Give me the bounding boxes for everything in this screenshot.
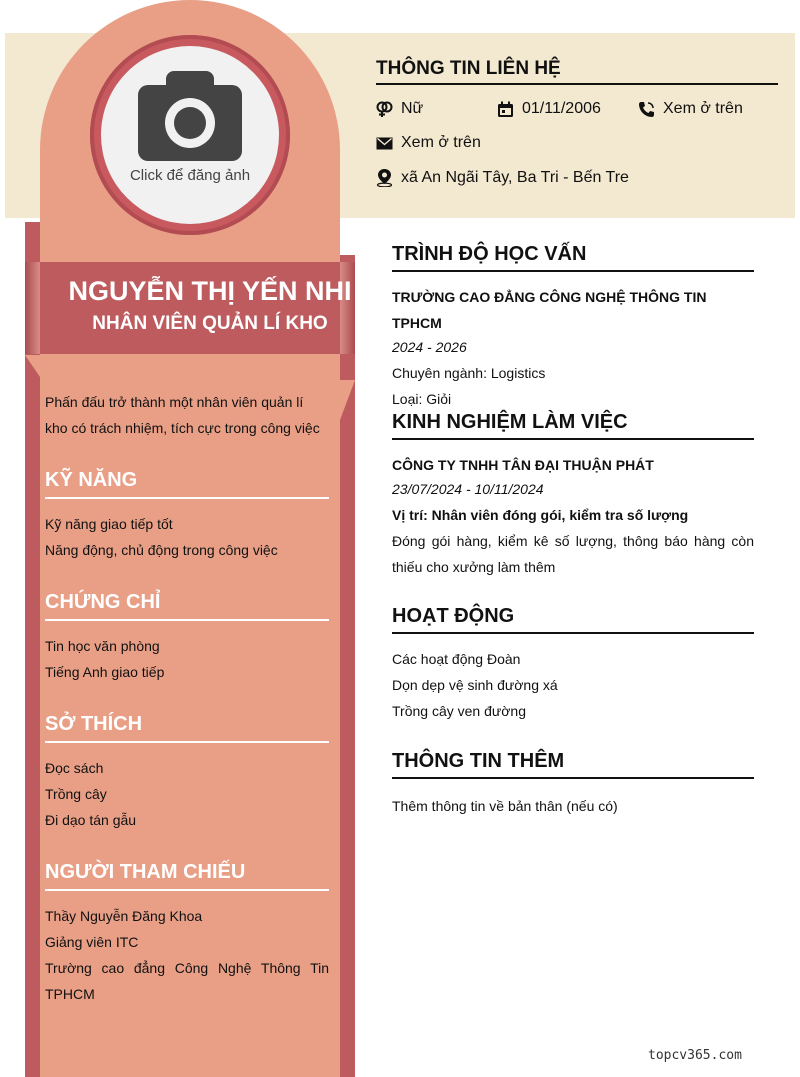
list-item: Đi dạo tán gẫu bbox=[45, 812, 137, 828]
education-heading: TRÌNH ĐỘ HỌC VẤN bbox=[392, 243, 754, 272]
certificates-list bbox=[45, 633, 329, 685]
list-item: Năng động, chủ động trong công việc bbox=[45, 542, 278, 558]
mail-icon bbox=[376, 137, 393, 150]
contact-phone bbox=[638, 100, 743, 118]
list-item: Tiếng Anh giao tiếp bbox=[45, 664, 165, 680]
ribbon-fold-left bbox=[25, 262, 40, 354]
email-value: Xem ở trên bbox=[401, 134, 481, 151]
skills-list bbox=[45, 511, 329, 563]
experience-description: Đóng gói hàng, kiểm kê số lượng, thông báo hàng còn thiếu cho xưởng làm thêm bbox=[392, 533, 754, 575]
list-item: Trường cao đẳng Công Nghệ Thông Tin TPHCM bbox=[45, 960, 329, 1002]
experience-heading: KINH NGHIỆM LÀM VIỆC bbox=[392, 411, 754, 440]
contact-birthdate bbox=[497, 100, 601, 118]
experience-period: 23/07/2024 - 10/11/2024 bbox=[392, 481, 544, 497]
job-title: NHÂN VIÊN QUẢN LÍ KHO bbox=[92, 313, 328, 334]
avatar-upload[interactable] bbox=[101, 46, 279, 224]
list-item: Dọn dẹp vệ sinh đường xá bbox=[392, 677, 558, 693]
list-item: Kỹ năng giao tiếp tốt bbox=[45, 516, 173, 532]
certificates-heading: CHỨNG CHỈ bbox=[45, 591, 329, 621]
experience-section bbox=[392, 452, 754, 580]
calendar-icon bbox=[497, 101, 514, 118]
hobbies-heading: SỞ THÍCH bbox=[45, 713, 329, 743]
activities-list bbox=[392, 646, 754, 724]
list-item: Tin học văn phòng bbox=[45, 638, 160, 654]
list-item: Trồng cây bbox=[45, 786, 107, 802]
education-major: Chuyên ngành: Logistics bbox=[392, 365, 546, 381]
career-objective: Phấn đấu trở thành một nhân viên quản lí kho có trách nhiệm, tích cực trong công việc bbox=[45, 394, 320, 436]
list-item: Trồng cây ven đường bbox=[392, 703, 526, 719]
gender-icon bbox=[376, 101, 393, 118]
contact-address bbox=[376, 168, 629, 187]
list-item: Giảng viên ITC bbox=[45, 934, 139, 950]
additional-info: Thêm thông tin về bản thân (nếu có) bbox=[392, 798, 618, 814]
camera-icon bbox=[138, 71, 242, 161]
list-item: Thầy Nguyễn Đăng Khoa bbox=[45, 908, 203, 924]
right-edge-strip bbox=[340, 255, 355, 1077]
education-section bbox=[392, 284, 754, 412]
contact-heading: THÔNG TIN LIÊN HỆ bbox=[376, 58, 778, 85]
contact-gender bbox=[376, 100, 423, 118]
full-name: NGUYỄN THỊ YẾN NHI bbox=[68, 276, 352, 306]
references-list bbox=[45, 903, 329, 1007]
list-item: Đọc sách bbox=[45, 760, 104, 776]
references-heading: NGƯỜI THAM CHIẾU bbox=[45, 861, 329, 891]
address-value: xã An Ngãi Tây, Ba Tri - Bến Tre bbox=[401, 168, 629, 186]
gender-value: Nữ bbox=[401, 100, 424, 117]
activities-heading: HOẠT ĐỘNG bbox=[392, 605, 754, 634]
additional-heading: THÔNG TIN THÊM bbox=[392, 750, 754, 779]
education-grade: Loại: Giỏi bbox=[392, 391, 452, 407]
brand-watermark: topcv365.com bbox=[648, 1048, 742, 1063]
education-period: 2024 - 2026 bbox=[392, 339, 467, 355]
birthdate-value: 01/11/2006 bbox=[522, 100, 601, 117]
location-pin-icon bbox=[376, 168, 393, 187]
phone-value: Xem ở trên bbox=[663, 100, 743, 117]
name-ribbon bbox=[25, 262, 355, 354]
hobbies-list bbox=[45, 755, 329, 833]
school-name: TRƯỜNG CAO ĐẲNG CÔNG NGHỆ THÔNG TIN TPHCM bbox=[392, 289, 707, 331]
contact-email bbox=[376, 134, 481, 152]
company-name: CÔNG TY TNHH TÂN ĐẠI THUẬN PHÁT bbox=[392, 457, 654, 473]
experience-position: Vị trí: Nhân viên đóng gói, kiểm tra số lượng bbox=[392, 507, 689, 523]
list-item: Các hoạt động Đoàn bbox=[392, 651, 521, 667]
avatar-caption: Click để đăng ảnh bbox=[129, 167, 251, 184]
skills-heading: KỸ NĂNG bbox=[45, 469, 329, 499]
phone-icon bbox=[638, 101, 655, 118]
